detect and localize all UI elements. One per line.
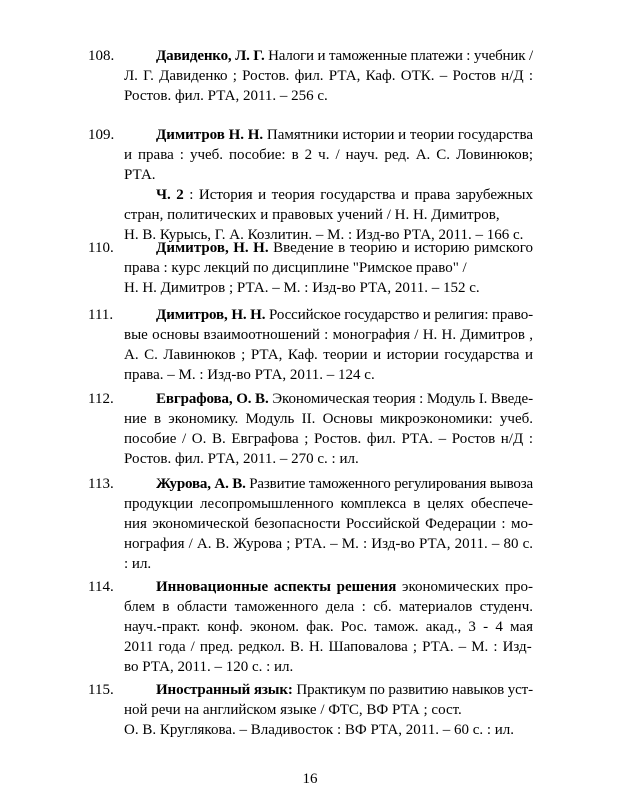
entry-text: пособие / О. В. Евграфова ; Ростов. фил. РТА. – Ростов н/Д : — [124, 431, 533, 447]
entry-author: Журова, А. В. — [156, 476, 246, 492]
entry-author: Иностранный язык: — [156, 682, 293, 698]
entry-text: вые основы взаимоотношений : монография / Н. Н. Димитров , — [124, 327, 533, 343]
entry-text: О. В. Круглякова. – Владивосток : ВФ РТА, 2011. – 60 с. : ил. — [124, 722, 515, 738]
entry-text: А. С. Лавинюков ; РТА, Каф. теории и истории государства и — [124, 347, 533, 363]
entry-line — [156, 125, 533, 145]
entry-number: 109. — [88, 127, 115, 143]
entry-line — [124, 449, 359, 469]
entry-line — [124, 429, 533, 449]
bibliography-entry — [88, 680, 533, 740]
entry-line — [124, 720, 514, 740]
entry-text: науч.-практ. конф. эконом. фак. Рос. тамож. акад., 3 - 4 мая — [124, 619, 533, 635]
entry-text: права : курс лекций по дисциплине "Римское право" / — [124, 260, 467, 276]
entry-number: 115. — [88, 682, 114, 698]
entry-line — [124, 597, 533, 617]
bibliography-entry — [88, 46, 533, 106]
entry-text: : ил. — [124, 556, 152, 572]
entry-number: 114. — [88, 579, 114, 595]
entry-line — [124, 205, 500, 225]
entry-line — [124, 700, 462, 720]
entry-text: РТА. — [124, 167, 156, 183]
entry-text: Развитие таможенного регулирования вывоза — [245, 476, 533, 492]
entry-line — [124, 657, 293, 677]
entry-text: : История и теория государства и права зарубежных — [183, 187, 533, 203]
entry-text: нография / А. В. Журова ; РТА. – М. : Изд-во РТА, 2011. – 80 с. — [124, 536, 533, 552]
entry-author: Ч. 2 — [156, 187, 184, 203]
entry-line — [156, 680, 533, 700]
entry-text: Введение в теорию и историю римского — [268, 240, 533, 256]
entry-text: Н. Н. Димитров ; РТА. – М. : Изд-во РТА, 2011. – 152 с. — [124, 280, 480, 296]
entry-text: 2011 года / пред. редкол. В. Н. Шаповалова ; РТА. – М. : Изд- — [124, 639, 532, 655]
entry-text: ния экономической безопасности Российской Федерации : мо- — [124, 516, 533, 532]
entry-line — [124, 637, 532, 657]
entry-number: 112. — [88, 391, 114, 407]
entry-text: ние в экономику. Модуль II. Основы микроэкономики: учеб. — [124, 411, 533, 427]
entry-line — [124, 66, 533, 86]
entry-line — [156, 577, 533, 597]
entry-number: 110. — [88, 240, 114, 256]
entry-line — [124, 86, 328, 106]
entry-line — [124, 494, 533, 514]
entry-author: Инновационные аспекты решения — [156, 579, 397, 595]
entry-author: Димитров Н. Н. — [156, 127, 264, 143]
entry-author: Димитров, Н. Н. — [156, 240, 269, 256]
entry-text: Л. Г. Давиденко ; Ростов. фил. РТА, Каф. ОТК. – Ростов н/Д : — [124, 68, 533, 84]
bibliography-entry — [88, 238, 533, 298]
entry-line — [124, 345, 533, 365]
entry-line — [124, 554, 151, 574]
entry-text: блем в области таможенного дела : сб. материалов студенч. — [124, 599, 533, 615]
entry-line — [124, 617, 533, 637]
entry-author: Евграфова, О. В. — [156, 391, 269, 407]
entry-author: Давиденко, Л. Г. — [156, 48, 265, 64]
entry-text: Ростов. фил. РТА, 2011. – 270 с. : ил. — [124, 451, 359, 467]
bibliography-entry — [88, 577, 533, 677]
entry-text: продукции лесопромышленного комплекса в целях обеспече- — [124, 496, 533, 512]
entry-line — [124, 278, 480, 298]
entry-line — [156, 238, 533, 258]
entry-number: 113. — [88, 476, 114, 492]
entry-text: права. – М. : Изд-во РТА, 2011. – 124 с. — [124, 367, 375, 383]
entry-line — [124, 534, 533, 554]
bibliography-entry — [88, 389, 533, 469]
entry-line — [156, 305, 533, 325]
entry-text: Ростов. фил. РТА, 2011. – 256 с. — [124, 88, 328, 104]
bibliography-entry — [88, 305, 533, 385]
entry-line — [124, 258, 467, 278]
entry-text: Экономическая теория : Модуль I. Введе- — [268, 391, 533, 407]
entry-text: Практикум по развитию навыков уст- — [292, 682, 533, 698]
entry-text: Российское государство и религия: право- — [265, 307, 534, 323]
entry-line — [124, 145, 533, 165]
entry-text: стран, политических и правовых учений / Н. Н. Димитров, — [124, 207, 500, 223]
entry-number: 108. — [88, 48, 115, 64]
entry-line — [156, 46, 533, 66]
entry-text: и права : учеб. пособие: в 2 ч. / науч. ред. А. С. Ловинюков; — [124, 147, 533, 163]
entry-text: ной речи на английском языке / ФТС, ВФ РТА ; сост. — [124, 702, 462, 718]
entry-line — [124, 325, 533, 345]
entry-text: Налоги и таможенные платежи : учебник / — [264, 48, 533, 64]
entry-text: экономических про- — [396, 579, 533, 595]
entry-text: Памятники истории и теории государства — [263, 127, 533, 143]
entry-line — [124, 165, 156, 185]
entry-author: Димитров, Н. Н. — [156, 307, 266, 323]
entry-line — [156, 389, 533, 409]
entry-number: 111. — [88, 307, 114, 323]
bibliography-entry — [88, 474, 533, 574]
entry-line — [156, 474, 533, 494]
entry-line — [124, 409, 533, 429]
entry-text: Н. В. Курысь, Г. А. Козлитин. – М. : Изд-во РТА, 2011. – 166 с. — [124, 227, 524, 243]
page-number: 16 — [302, 771, 318, 787]
entry-text: во РТА, 2011. – 120 с. : ил. — [124, 659, 294, 675]
bibliography-entry — [88, 125, 533, 245]
entry-line — [124, 514, 533, 534]
entry-line — [156, 185, 533, 205]
entry-line — [124, 365, 375, 385]
